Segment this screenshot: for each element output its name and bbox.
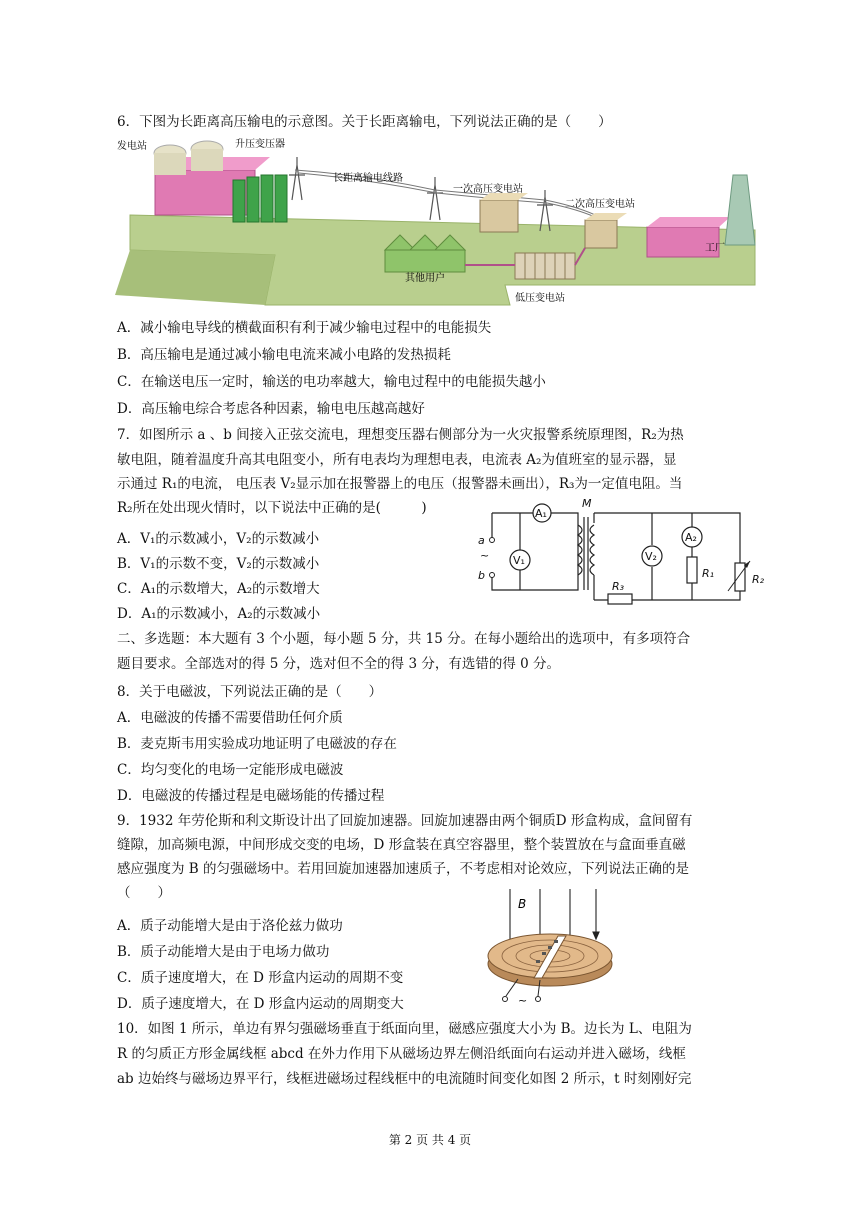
- label-A2: A₂: [685, 531, 697, 544]
- label-sub2: 二次高压变电站: [565, 199, 635, 210]
- label-tilde: ~: [480, 549, 490, 562]
- label-users: 其他用户: [405, 273, 445, 284]
- q8-option-d: D．电磁波的传播过程是电磁场能的传播过程: [117, 788, 385, 804]
- q6-option-d: D．高压输电综合考虑各种因素，输电电压越高越好: [117, 401, 425, 417]
- label-factory: 工厂: [705, 243, 725, 254]
- q9-stem-1: 9．1932 年劳伦斯和利文斯设计出了回旋加速器。回旋加速器由两个铜质D 形盒构成，盒间留有: [117, 813, 693, 829]
- q9-stem-3: 感应强度为 B 的匀强磁场中。若用回旋加速器加速质子，不考虑相对论效应，下列说法正确的是: [117, 861, 690, 877]
- label-power-plant: 发电站: [117, 141, 147, 152]
- q7-stem-3: 示通过 R₁的电流， 电压表 V₂显示加在报警器上的电压（报警器未画出），R₃为一定值电阻。当: [117, 476, 683, 492]
- q7-option-c: C．A₁的示数增大，A₂的示数增大: [117, 581, 320, 597]
- q9-option-d: D．质子速度增大，在 D 形盒内运动的周期变大: [117, 996, 404, 1012]
- label-B: B: [518, 897, 527, 911]
- label-sub1: 一次高压变电站: [453, 184, 523, 195]
- q6-option-a: A．减小输电导线的横截面积有利于减少输电过程中的电能损失: [117, 320, 492, 336]
- label-V1: V₁: [513, 554, 525, 567]
- q8-stem: 8．关于电磁波，下列说法正确的是（ ）: [117, 684, 383, 700]
- q8-option-b: B．麦克斯韦用实验成功地证明了电磁波的存在: [117, 736, 397, 752]
- q9-stem-4: （ ）: [117, 885, 171, 901]
- q7-stem-1: 7．如图所示 a 、b 间接入正弦交流电，理想变压器右侧部分为一火灾报警系统原理图，R₂为热: [117, 427, 684, 443]
- label-R2: R₂: [752, 573, 765, 586]
- q7-stem-4: R₂所在处出现火情时，以下说法中正确的是( ): [117, 500, 427, 516]
- q10-stem-2: R 的匀质正方形金属线框 abcd 在外力作用下从磁场边界左侧沿纸面向右运动并进入磁场，线框: [117, 1046, 686, 1062]
- q9-option-a: A．质子动能增大是由于洛伦兹力做功: [117, 918, 343, 934]
- q6-stem: 6．下图为长距离高压输电的示意图。关于长距离输电，下列说法正确的是（ ）: [117, 114, 612, 130]
- q7-stem-2: 敏电阻，随着温度升高其电阻变小，所有电表均为理想电表，电流表 A₂为值班室的显示器，显: [117, 452, 677, 468]
- label-R3: R₃: [612, 580, 625, 593]
- section2-line-2: 题目要求。全部选对的得 5 分，选对但不全的得 3 分，有选错的得 0 分。: [117, 656, 561, 672]
- q9-stem-2: 缝隙，加高频电源，中间形成交变的电场，D 形盒装在真空容器里，整个装置放在与盒面垂直磁: [117, 837, 686, 853]
- q7-option-b: B．V₁的示数不变，V₂的示数减小: [117, 556, 320, 572]
- label-R1: R₁: [702, 567, 715, 580]
- page-footer: 第 2 页 共 4 页: [388, 1133, 472, 1147]
- q6-option-b: B．高压输电是通过减小输电电流来减小电路的发热损耗: [117, 347, 451, 363]
- q10-stem-1: 10．如图 1 所示，单边有界匀强磁场垂直于纸面向里，磁感应强度大小为 B。边长为 L、电阻为: [117, 1021, 692, 1037]
- label-low-sub: 低压变电站: [515, 293, 565, 304]
- q7-option-d: D．A₁的示数减小，A₂的示数减小: [117, 606, 321, 622]
- label-tilde: ~: [518, 994, 528, 1007]
- label-line: 长距离输电线路: [333, 173, 403, 184]
- label-M: M: [582, 497, 592, 510]
- q9-option-b: B．质子动能增大是由于电场力做功: [117, 944, 330, 960]
- label-a: a: [478, 534, 485, 547]
- q8-option-c: C．均匀变化的电场一定能形成电磁波: [117, 762, 344, 778]
- q8-option-a: A．电磁波的传播不需要借助任何介质: [117, 710, 343, 726]
- q10-stem-3: ab 边始终与磁场边界平行，线框进磁场过程线框中的电流随时间变化如图 2 所示，t 时刻刚好完: [117, 1071, 692, 1087]
- label-V2: V₂: [645, 550, 657, 563]
- q6-option-c: C．在输送电压一定时，输送的电功率越大，输电过程中的电能损失越小: [117, 374, 546, 390]
- cyclotron-figure: [478, 884, 618, 1009]
- label-b: b: [478, 569, 485, 582]
- transformer-circuit-figure: [470, 495, 790, 610]
- q7-option-a: A．V₁的示数减小，V₂的示数减小: [117, 531, 320, 547]
- label-A1: A₁: [535, 507, 547, 520]
- power-transmission-figure: [115, 135, 775, 307]
- q9-option-c: C．质子速度增大，在 D 形盒内运动的周期不变: [117, 970, 404, 986]
- label-step-up: 升压变压器: [235, 139, 285, 150]
- section2-line-1: 二、多选题：本大题有 3 个小题，每小题 5 分，共 15 分。在每小题给出的选项中，有多项符合: [117, 631, 691, 647]
